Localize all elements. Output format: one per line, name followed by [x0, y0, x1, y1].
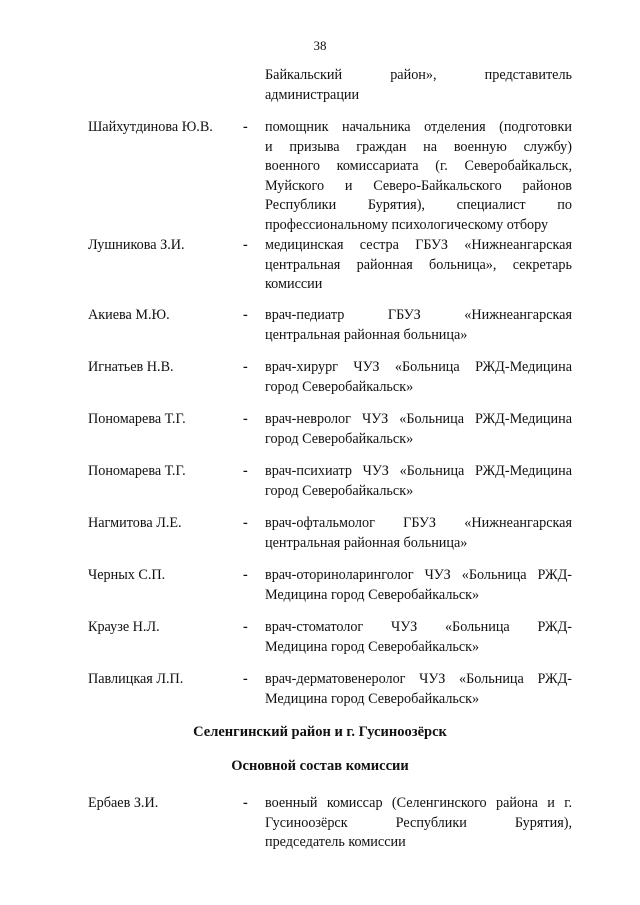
- description-line: администрации: [265, 86, 360, 103]
- description-line: врач-офтальмолог ГБУЗ «Нижнеангарская: [265, 515, 572, 531]
- dash-separator: -: [243, 795, 248, 811]
- member-name: Ербаев З.И.: [88, 795, 159, 811]
- dash-separator: -: [243, 307, 248, 323]
- member-name: Павлицкая Л.П.: [88, 671, 184, 687]
- description-line: город Северобайкальск»: [265, 482, 414, 499]
- dash-separator: -: [243, 411, 248, 427]
- member-position: [265, 462, 572, 501]
- member-position: [265, 566, 572, 605]
- description-line: врач-невролог ЧУЗ «Больница РЖД-Медицина: [265, 411, 572, 427]
- description-line: врач-хирург ЧУЗ «Больница РЖД-Медицина: [265, 359, 572, 375]
- description-line: Медицина город Северобайкальск»: [265, 690, 480, 707]
- description-line: медицинская сестра ГБУЗ «Нижнеангарская: [265, 237, 572, 253]
- description-line: Медицина город Северобайкальск»: [265, 586, 480, 603]
- page-number: 38: [313, 38, 327, 53]
- description-line: центральная районная больница»: [265, 534, 468, 551]
- description-line: город Северобайкальск»: [265, 430, 414, 447]
- member-name: Пономарева Т.Г.: [88, 411, 186, 427]
- member-position: [265, 306, 572, 345]
- description-line: врач-стоматолог ЧУЗ «Больница РЖД-: [265, 619, 572, 635]
- member-name: Игнатьев Н.В.: [88, 359, 174, 375]
- member-name: Лушникова З.И.: [88, 237, 185, 253]
- member-position: [265, 618, 572, 657]
- member-name: Нагмитова Л.Е.: [88, 515, 182, 531]
- dash-separator: -: [243, 463, 248, 479]
- member-position: [265, 670, 572, 709]
- description-line: военный комиссар (Селенгинского района и г.: [265, 795, 572, 811]
- dash-separator: -: [243, 515, 248, 531]
- member-position: [265, 410, 572, 449]
- description-line: и призыва граждан на военную службу): [265, 138, 572, 155]
- member-position: [265, 118, 572, 235]
- description-line: Муйского и Северо-Байкальского районов: [265, 177, 572, 194]
- dash-separator: -: [243, 567, 248, 583]
- member-name: Краузе Н.Л.: [88, 619, 160, 635]
- continuation-description: [265, 66, 572, 105]
- description-line: Гусиноозёрск Республики Бурятия),: [265, 814, 572, 831]
- description-line: врач-оториноларинголог ЧУЗ «Больница РЖД-: [265, 567, 572, 583]
- member-name: Акиева М.Ю.: [88, 307, 170, 323]
- description-line: врач-психиатр ЧУЗ «Больница РЖД-Медицина: [265, 463, 572, 479]
- description-line: Республики Бурятия), специалист по: [265, 197, 572, 213]
- description-line: Байкальский район», представитель: [265, 67, 572, 83]
- subsection-heading: Основной состав комиссии: [231, 758, 409, 774]
- member-position: [265, 514, 572, 553]
- description-line: председатель комиссии: [265, 834, 406, 850]
- member-name: Пономарева Т.Г.: [88, 463, 186, 479]
- member-position: [265, 794, 572, 853]
- dash-separator: -: [243, 119, 248, 135]
- section-heading: Селенгинский район и г. Гусиноозёрск: [193, 724, 447, 740]
- description-line: центральная районная больница», секретарь: [265, 256, 572, 273]
- description-line: помощник начальника отделения (подготовки: [265, 119, 572, 135]
- description-line: комиссии: [265, 276, 323, 292]
- description-line: Медицина город Северобайкальск»: [265, 638, 480, 655]
- member-position: [265, 358, 572, 397]
- dash-separator: -: [243, 359, 248, 375]
- dash-separator: -: [243, 619, 248, 635]
- description-line: врач-педиатр ГБУЗ «Нижнеангарская: [265, 307, 572, 323]
- description-line: военного комиссариата (г. Северобайкальск,: [265, 158, 572, 174]
- description-line: город Северобайкальск»: [265, 378, 414, 395]
- dash-separator: -: [243, 237, 248, 253]
- description-line: врач-дерматовенеролог ЧУЗ «Больница РЖД-: [265, 671, 572, 687]
- member-name: Шайхутдинова Ю.В.: [88, 119, 213, 135]
- member-position: [265, 236, 572, 295]
- dash-separator: -: [243, 671, 248, 687]
- description-line: профессиональному психологическому отбору: [265, 216, 549, 233]
- member-name: Черных С.П.: [88, 567, 166, 583]
- description-line: центральная районная больница»: [265, 326, 468, 343]
